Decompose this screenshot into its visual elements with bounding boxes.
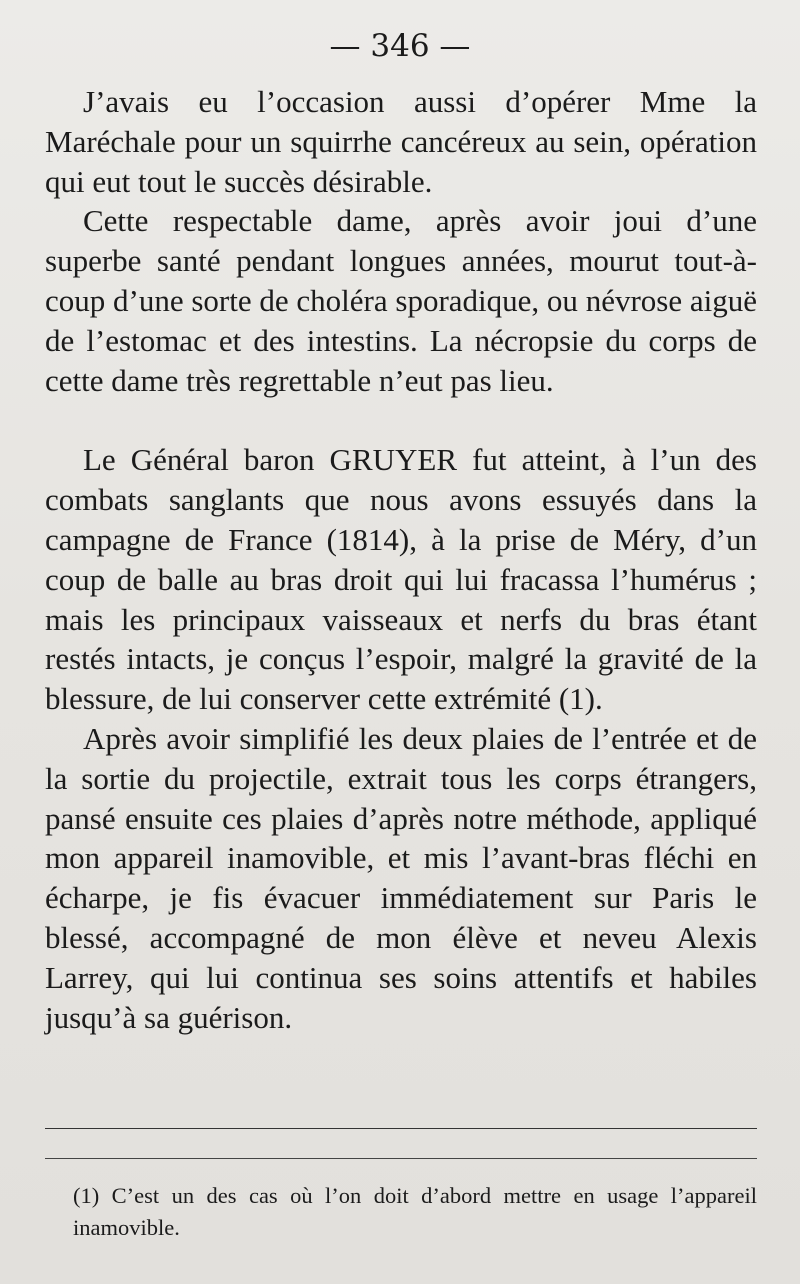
- page-number: — 346 —: [329, 28, 471, 64]
- footnote-rule: [45, 1158, 757, 1159]
- footnote: [45, 1180, 757, 1244]
- paragraph-gruyer: Le Général baron GRUYER fut atteint, à l’un des combats sanglants que nous avons essuyés dans la campagne de France (1814), à la prise de Méry, d’un coup de balle au bras droit qui lui fracassa l’humérus ; mais les principaux vaisseaux et nerfs du bras étant restés intacts, je conçus l’espoir, malgré la gravité de la blessure, de lui conserver cette extrémité (1).: [45, 442, 757, 717]
- paragraph-marechale: J’avais eu l’occasion aussi d’opérer Mme la Maréchale pour un squirrhe cancéreux au sein, opération qui eut tout le succès désirable.: [45, 84, 757, 199]
- body-text: [45, 82, 757, 1037]
- paragraph-treatment: Après avoir simplifié les deux plaies de l’entrée et de la sortie du projectile, extrait tous les corps étrangers, pansé ensuite ces plaies d’après notre méthode, appliqué mon appareil inamovible, et mis l’avant-bras fléchi en écharpe, je fis évacuer immédiatement sur Paris le blessé, accompagné de mon élève et neveu Alexis Larrey, qui lui continua ses soins attentifs et habiles jusqu’à sa guérison.: [45, 720, 757, 1035]
- paragraph-death: Cette respectable dame, après avoir joui d’une superbe santé pendant longues années, mourut tout-à-coup d’une sorte de choléra sporadique, ou névrose aiguë de l’estomac et des intestins. La nécropsie du corps de cette dame très regrettable n’eut pas lieu.: [45, 203, 757, 398]
- separator-rule: [45, 1128, 757, 1129]
- footnote-text: (1) C’est un des cas où l’on doit d’abord mettre en usage l’appareil inamovible.: [73, 1183, 757, 1240]
